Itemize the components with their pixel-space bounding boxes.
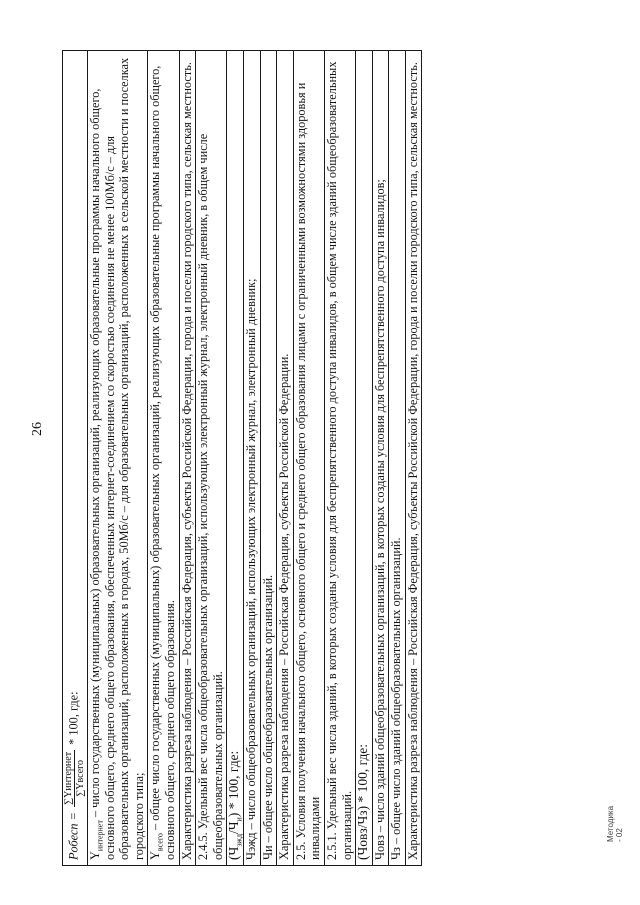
table-row: [227, 51, 244, 866]
table-row: [293, 51, 324, 866]
cell-text: – число государственных (муниципальных) образовательных организаций, реализующих образовательные программы начального общего, основного общего, среднего общего образования, обеспеченных интернет-соединением со скоростью соединения не менее 100Мб/с – для образовательных организаций, расположенных в городах, 50Мб/с – для образовательных организаций, расположенных в сельской местности и поселках городского типа;: [88, 57, 146, 860]
table-cell: Чи – общее число общеобразовательных организаций.: [260, 51, 277, 866]
variable-symbol: Y: [148, 851, 163, 860]
table-row: [372, 51, 389, 866]
table-row: [148, 51, 179, 866]
table-cell: [88, 51, 148, 866]
table-row: [179, 51, 196, 866]
variable-symbol: Y: [88, 851, 102, 860]
formula-part: ) * 100, где:: [226, 750, 242, 818]
formula-lhs: Pобесп =: [66, 812, 81, 860]
fraction-numerator: ∑Yинтернет: [63, 751, 74, 805]
variable-subscript: всего: [155, 833, 165, 852]
formula-subscript: эжд: [235, 833, 245, 847]
rotated-content: [62, 50, 524, 866]
table-cell: [148, 51, 179, 866]
table-cell: Характеристика разреза наблюдения – Российская Федерация, субъекты Российской Федерации, города и поселки городского типа, сельская местность.: [179, 51, 196, 866]
cell-text: – общее число государственных (муниципальных) образовательных организаций, реализующих образовательные программы начального общего, основного общего, среднего общего образования.: [148, 65, 177, 860]
table-row: [88, 51, 148, 866]
table-row: [243, 51, 260, 866]
fraction-denominator: ∑Yвсего: [75, 760, 86, 797]
formula-subscript: и: [235, 817, 245, 822]
table-cell: Чэжд – число общеобразовательных организаций, использующих электронный журнал, электронный дневник;: [243, 51, 260, 866]
table-row: [277, 51, 294, 866]
fraction: [63, 750, 86, 807]
table-cell: Чз – общее число зданий общеобразовательных организаций.: [389, 51, 406, 866]
formula-cell: [63, 51, 88, 866]
table-cell: Характеристика разреза наблюдения – Российская Федерация, субъекты Российской Федерации, города и поселки городского типа, сельская местность.: [405, 51, 422, 866]
table-cell: Характеристика разреза наблюдения – Российская Федерация, субъекты Российской Федерации.: [277, 51, 294, 866]
table-row: [405, 51, 422, 866]
table-row: [260, 51, 277, 866]
table-row: [324, 51, 355, 866]
table-cell: 2.5. Условия получения начального общего, основного общего и среднего общего образования лицами с ограниченными возможностями здоровья и инвалидами: [293, 51, 324, 866]
table-cell: Човз – число зданий общеобразовательных организаций, в которых созданы условия для беспрепятственного доступа инвалидов;: [372, 51, 389, 866]
methodology-table: [62, 50, 422, 866]
table-row: [63, 51, 88, 866]
table-row: [356, 51, 373, 866]
table-cell: 2.5.1. Удельный вес числа зданий, в которых созданы условия для беспрепятственного доступа инвалидов, в общем числе зданий общеобразовательных организаций.: [324, 51, 355, 866]
table-row: [389, 51, 406, 866]
table-row: [196, 51, 227, 866]
table-cell: [227, 51, 244, 866]
table-cell: (Човз/Чз) * 100, где:: [356, 51, 373, 866]
formula-tail: * 100, где:: [66, 691, 81, 745]
formula-part: /Ч: [226, 821, 242, 834]
table-cell: 2.4.5. Удельный вес числа общеобразовательных организаций, использующих электронный журнал, электронный дневник, в общем числе общеобразовательных организаций.: [196, 51, 227, 866]
page-number: 26: [30, 422, 45, 436]
footer-label: Методика - 02: [606, 805, 624, 842]
variable-subscript: интернет: [95, 820, 105, 852]
formula-part: (Ч: [226, 846, 242, 860]
